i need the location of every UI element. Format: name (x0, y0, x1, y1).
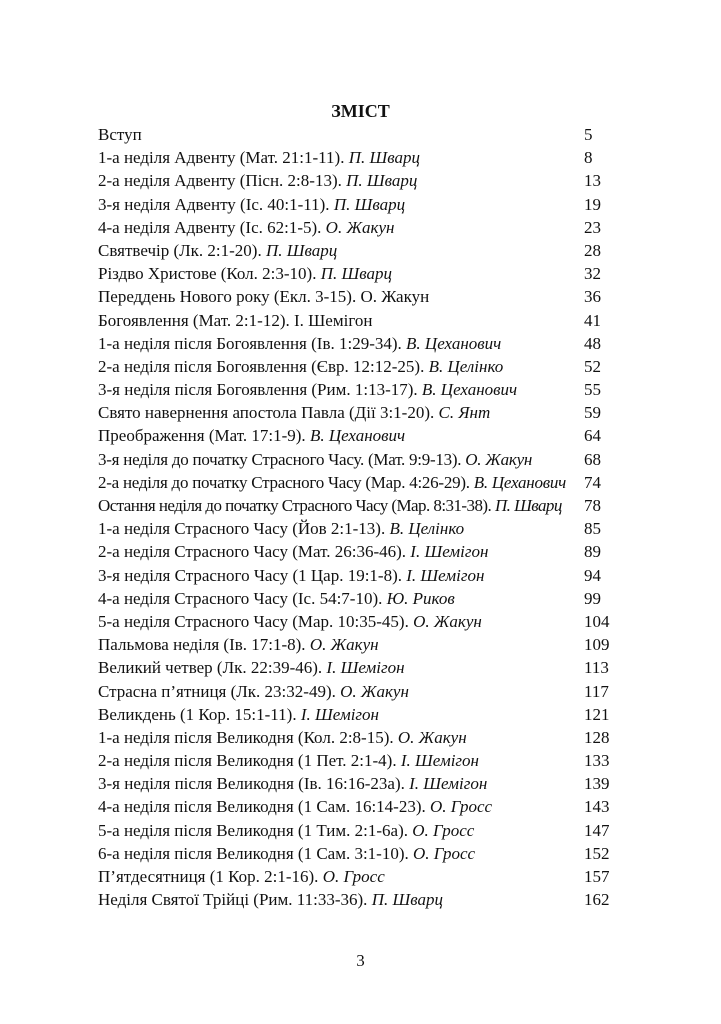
toc-entry-author: В. Цеханович (421, 380, 518, 400)
toc-entry-text: 3-я неділя після Богоявлення (Рим. 1:13-17). (98, 380, 422, 400)
toc-entry (98, 146, 612, 169)
toc-entry-page: 99 (584, 588, 601, 608)
toc-entry-page: 104 (584, 611, 610, 631)
toc-entry (98, 309, 612, 332)
toc-entry (98, 285, 612, 308)
toc-entry-author: О. Жакун (465, 449, 533, 469)
toc-entry-text: Страсна п’ятниця (Лк. 23:32-49). (98, 681, 341, 701)
toc-entry-text: 2-а неділя після Великодня (1 Пет. 2:1-4). (98, 751, 401, 771)
toc-entry-page: 41 (584, 310, 601, 330)
toc-entry-text: 2-а неділя після Богоявлення (Євр. 12:12-25). (98, 356, 429, 376)
toc-entry-page: 109 (584, 635, 610, 655)
toc-entry-author: І. Шемігон (409, 774, 488, 794)
toc-entry-title (98, 888, 443, 911)
toc-entry (98, 123, 612, 146)
toc-entry-page: 162 (584, 890, 610, 910)
toc-entry-page: 52 (584, 356, 601, 376)
toc-entry-text: 2-а неділя до початку Страсного Часу (Мар. 4:26-29). (98, 472, 474, 492)
toc-entry-page: 28 (584, 240, 601, 260)
toc-entry-author: В. Цеханович (309, 426, 406, 446)
toc-entry-text: Пальмова неділя (Ів. 17:1-8). (98, 635, 310, 655)
toc-entry-title (98, 216, 394, 239)
toc-entry (98, 633, 612, 656)
toc-entry-text: 2-а неділя Адвенту (Пісн. 2:8-13). (98, 171, 347, 191)
toc-entry-page: 113 (584, 658, 609, 678)
toc-entry-author: В. Целінко (428, 356, 504, 376)
toc-entry-page: 55 (584, 380, 601, 400)
toc-entry-text: 4-а неділя Адвенту (Іс. 62:1-5). (98, 217, 326, 237)
page-number: 3 (356, 951, 365, 970)
toc-entry-text: 6-а неділя після Великодня (1 Сам. 3:1-10). (98, 843, 414, 863)
toc-entry (98, 772, 612, 795)
toc-entry-page: 147 (584, 820, 610, 840)
toc-entry-text: Переддень Нового року (Екл. 3-15). О. Жакун (98, 287, 430, 307)
toc-entry-author: П. Шварц (494, 496, 562, 515)
toc-entry-title (98, 633, 379, 656)
toc-entry (98, 888, 612, 911)
toc-entry (98, 494, 612, 517)
toc-entry (98, 587, 612, 610)
toc-entry-title (98, 285, 429, 308)
toc-entry-text: 1-а неділя Страсного Часу (Йов 2:1-13). (98, 519, 390, 539)
toc-entry-page: 157 (584, 867, 610, 886)
toc-entry-page: 85 (584, 519, 601, 539)
toc-entry-author: І. Шемігон (406, 565, 485, 585)
toc-entry-text: 5-а неділя після Великодня (1 Тим. 2:1-6а). (98, 820, 413, 840)
toc-entry-author: О. Жакун (325, 217, 395, 237)
toc-entry-page: 78 (584, 496, 601, 515)
toc-entry-text: 3-я неділя після Великодня (Ів. 16:16-23а). (98, 774, 410, 794)
toc-entry-author: О. Жакун (309, 635, 379, 655)
toc-entry-title (98, 726, 467, 749)
toc-entry-title (98, 587, 455, 610)
toc-entry-author: О. Гросс (412, 820, 475, 840)
toc-entry (98, 749, 612, 772)
toc-entry-page: 48 (584, 333, 601, 353)
toc-entry-text: 4-а неділя Страсного Часу (Іс. 54:7-10). (98, 588, 387, 608)
toc-entry-title (98, 169, 417, 192)
toc-entry-title (98, 239, 337, 262)
toc-entry-text: Остання неділя до початку Страсного Часу (Мар. 8:31-38). (98, 496, 495, 515)
toc-entry-page: 89 (584, 542, 601, 562)
toc-entry-title (98, 749, 479, 772)
toc-entry-title (98, 401, 490, 424)
toc-entry-title (98, 448, 532, 471)
toc-entry-title (98, 193, 405, 216)
toc-entry-title (98, 703, 379, 726)
toc-entry-title (98, 355, 503, 378)
toc-entry-page: 128 (584, 727, 610, 747)
toc-entry (98, 564, 612, 587)
toc-entry (98, 355, 612, 378)
toc-entry-page: 121 (584, 704, 610, 724)
toc-entry-author: В. Цеханович (473, 472, 566, 492)
toc-entry-page: 5 (584, 125, 593, 144)
toc-entry (98, 332, 612, 355)
toc-entry (98, 448, 612, 471)
toc-entry-title (98, 680, 409, 703)
toc-entry-author: Ю. Риков (386, 588, 455, 608)
toc-entry (98, 795, 612, 818)
toc-entry-text: 3-я неділя Адвенту (Іс. 40:1-11). (98, 194, 334, 214)
toc-entry-text: 5-а неділя Страсного Часу (Мар. 10:35-45). (98, 611, 414, 631)
toc-entry-text: 4-а неділя після Великодня (1 Сам. 16:14-23). (98, 797, 431, 817)
toc-entry-author: П. Шварц (348, 148, 420, 168)
toc-entry-page: 139 (584, 774, 610, 794)
toc-entry-author: П. Шварц (371, 890, 443, 910)
toc-entry-author: П. Шварц (333, 194, 406, 214)
toc-entry (98, 540, 612, 563)
toc-entry (98, 517, 612, 540)
toc-entry-page: 59 (584, 403, 601, 423)
toc-entry-text: 1-а неділя Адвенту (Мат. 21:1-11). (98, 148, 349, 168)
toc-entry (98, 726, 612, 749)
toc-entry-text: Преображення (Мат. 17:1-9). (98, 426, 310, 446)
toc-entry (98, 193, 612, 216)
toc-entry-page: 152 (584, 843, 610, 863)
toc-entry-author: О. Жакун (413, 611, 482, 631)
toc-entry (98, 703, 612, 726)
toc-entry-author: О. Гросс (430, 797, 493, 817)
toc-entry-text: 1-а неділя після Богоявлення (Ів. 1:29-34). (98, 333, 407, 353)
toc-entry-page: 23 (584, 217, 601, 237)
toc-entry-page: 68 (584, 449, 601, 469)
toc-entry-page: 8 (584, 148, 593, 168)
toc-entry-text: П’ятдесятниця (1 Кор. 2:1-16). (98, 867, 323, 886)
toc-entry (98, 169, 612, 192)
toc-entry-text: 3-я неділя до початку Страсного Часу. (Мат. 9:9-13). (98, 449, 466, 469)
table-of-contents (98, 123, 612, 911)
toc-entry-author: О. Жакун (340, 681, 409, 701)
toc-entry-text: Вступ (98, 125, 142, 144)
toc-entry-author: П. Шварц (346, 171, 418, 191)
toc-entry-page: 143 (584, 797, 610, 817)
toc-entry-text: Богоявлення (Мат. 2:1-12). І. Шемігон (98, 310, 373, 330)
toc-entry-title (98, 378, 517, 401)
toc-entry-author: І. Шемігон (400, 751, 479, 771)
toc-entry-title (98, 332, 501, 355)
toc-entry-title (98, 146, 420, 169)
toc-entry (98, 865, 612, 888)
toc-entry-text: 2-а неділя Страсного Часу (Мат. 26:36-46). (98, 542, 411, 562)
toc-entry-page: 13 (584, 171, 601, 191)
toc-entry-author: І. Шемігон (300, 704, 379, 724)
toc-entry-text: Великий четвер (Лк. 22:39-46). (98, 658, 327, 678)
toc-entry-page: 117 (584, 681, 609, 701)
toc-entry-author: С. Янт (438, 403, 491, 423)
toc-entry-title (98, 262, 392, 285)
toc-entry-text: Свято навернення апостола Павла (Дії 3:1-20). (98, 403, 439, 423)
toc-entry-title (98, 123, 142, 146)
toc-entry-page: 133 (584, 751, 610, 771)
toc-entry (98, 471, 612, 494)
toc-entry-text: 1-а неділя після Великодня (Кол. 2:8-15). (98, 727, 398, 747)
toc-entry-author: П. Шварц (320, 264, 392, 284)
toc-entry-title (98, 564, 484, 587)
toc-entry-author: О. Гросс (322, 867, 385, 886)
toc-entry-text: Різдво Христове (Кол. 2:3-10). (98, 264, 321, 284)
toc-entry-author: О. Гросс (413, 843, 476, 863)
toc-entry-text: Великдень (1 Кор. 15:1-11). (98, 704, 301, 724)
toc-entry-text: Неділя Святої Трійці (Рим. 11:33-36). (98, 890, 372, 910)
toc-entry (98, 819, 612, 842)
toc-entry-title (98, 540, 488, 563)
toc-entry-title (98, 610, 482, 633)
toc-entry (98, 262, 612, 285)
toc-entry-title (98, 795, 492, 818)
toc-entry (98, 424, 612, 447)
toc-entry-title (98, 517, 464, 540)
toc-entry-title (98, 842, 475, 865)
toc-entry-author: В. Цеханович (406, 333, 502, 353)
toc-entry (98, 239, 612, 262)
toc-entry (98, 656, 612, 679)
toc-entry-page: 74 (584, 472, 601, 492)
toc-entry (98, 216, 612, 239)
toc-entry-text: Святвечір (Лк. 2:1-20). (98, 240, 266, 260)
toc-entry-page: 64 (584, 426, 601, 446)
toc-entry (98, 680, 612, 703)
toc-entry-page: 36 (584, 287, 601, 307)
toc-entry-text: 3-я неділя Страсного Часу (1 Цар. 19:1-8). (98, 565, 407, 585)
toc-entry-author: І. Шемігон (410, 542, 489, 562)
toc-entry-title (98, 309, 372, 332)
toc-entry-title (98, 819, 474, 842)
toc-entry-author: П. Шварц (265, 240, 338, 260)
toc-entry-page: 32 (584, 264, 601, 284)
toc-entry (98, 610, 612, 633)
toc-entry-title (98, 656, 405, 679)
toc-entry-title (98, 471, 566, 494)
toc-entry-page: 19 (584, 194, 601, 214)
toc-entry (98, 378, 612, 401)
toc-entry (98, 401, 612, 424)
toc-entry-title (98, 424, 405, 447)
toc-entry-title (98, 772, 487, 795)
toc-entry-author: І. Шемігон (326, 658, 405, 678)
toc-entry (98, 842, 612, 865)
toc-entry-author: В. Целінко (389, 519, 465, 539)
toc-entry-author: О. Жакун (397, 727, 467, 747)
toc-entry-title (98, 494, 562, 517)
toc-entry-title (98, 865, 385, 888)
toc-heading: ЗМІСТ (331, 101, 390, 121)
toc-entry-page: 94 (584, 565, 601, 585)
